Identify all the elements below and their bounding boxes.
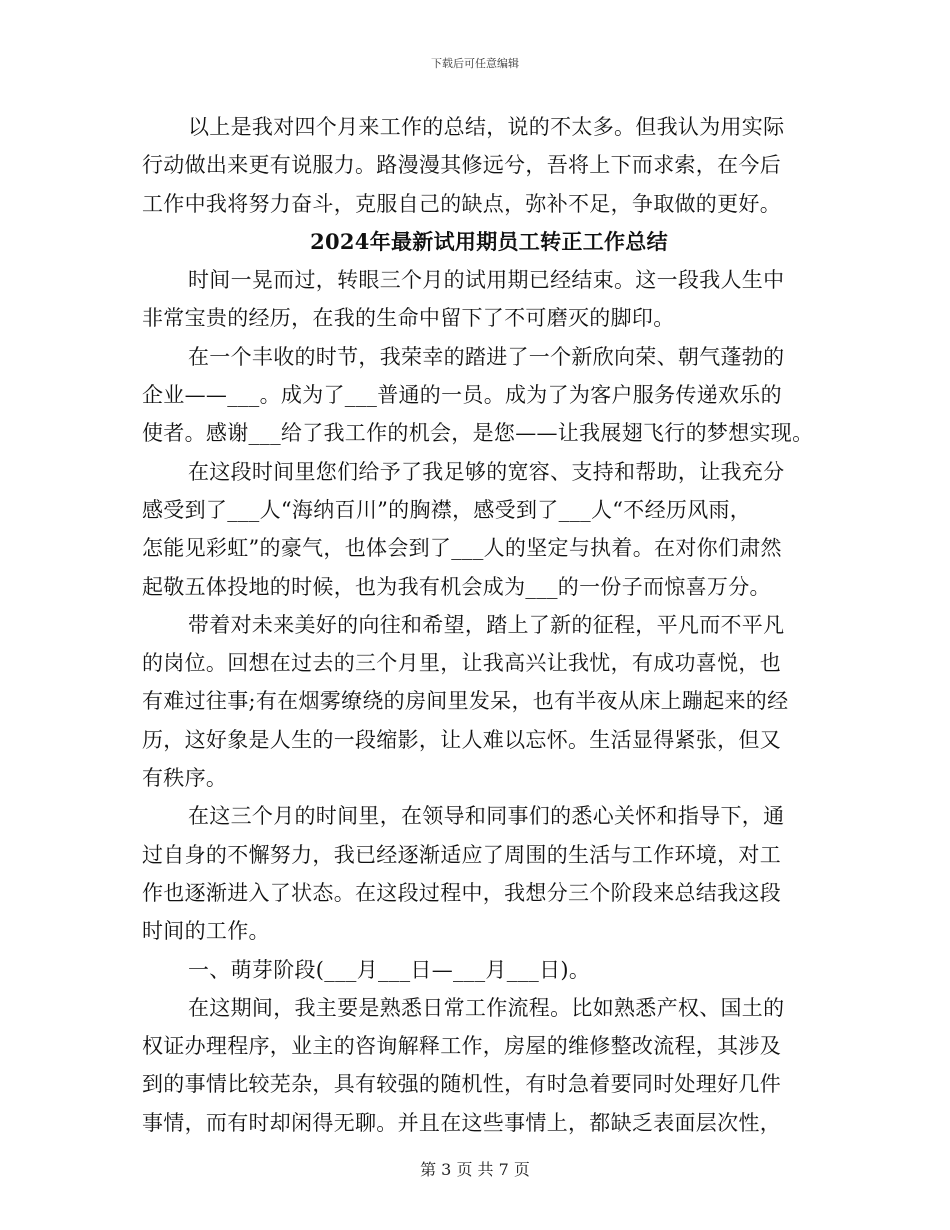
text-line: 时间的工作。 bbox=[142, 919, 270, 944]
text-line: 过自身的不懈努力，我已经逐渐适应了周围的生活与工作环境，对工 bbox=[142, 842, 781, 867]
text-line: 时间一晃而过，转眼三个月的试用期已经结束。这一段我人生中 bbox=[188, 268, 785, 293]
text-line: 行动做出来更有说服力。路漫漫其修远兮，吾将上下而求索，在今后 bbox=[142, 153, 781, 178]
text-line: 起敬五体投地的时候，也为我有机会成为___的一份子而惊喜万分。 bbox=[142, 574, 771, 599]
text-line: 企业——___。成为了___普通的一员。成为了为客户服务传递欢乐的 bbox=[142, 383, 782, 408]
page-footer: 第 3 页 共 7 页 bbox=[420, 1160, 530, 1179]
text-line: 带着对未来美好的向往和希望，踏上了新的征程，平凡而不平凡 bbox=[188, 612, 785, 637]
text-line: 非常宝贵的经历，在我的生命中留下了不可磨灭的脚印。 bbox=[142, 306, 675, 331]
text-line: 在这段时间里您们给予了我足够的宽容、支持和帮助，让我充分 bbox=[188, 459, 785, 484]
text-line: 权证办理程序，业主的咨询解释工作，房屋的维修整改流程，其涉及 bbox=[142, 1034, 781, 1059]
text-line: 以上是我对四个月来工作的总结，说的不太多。但我认为用实际 bbox=[188, 115, 785, 139]
text-line: 的岗位。回想在过去的三个月里，让我高兴让我忧，有成功喜悦，也 bbox=[142, 651, 781, 676]
text-line: 历，这好象是人生的一段缩影，让人难以忘怀。生活显得紧张，但又 bbox=[142, 727, 781, 752]
text-line: 有难过往事;有在烟雾缭绕的房间里发呆，也有半夜从床上蹦起来的经 bbox=[142, 689, 789, 714]
text-line: 在这期间，我主要是熟悉日常工作流程。比如熟悉产权、国土的 bbox=[188, 995, 785, 1020]
text-line: 感受到了___人“海纳百川”的胸襟，感受到了___人“不经历风雨， bbox=[142, 497, 752, 522]
text-line: 有秩序。 bbox=[142, 766, 228, 791]
document-title: 2024年最新试用期员工转正工作总结 bbox=[310, 228, 668, 254]
text-line: 在一个丰收的时节，我荣幸的踏进了一个新欣向荣、朝气蓬勃的 bbox=[188, 344, 785, 369]
page-header: 下载后可任意编辑 bbox=[431, 57, 519, 70]
text-line: 作也逐渐进入了状态。在这段过程中，我想分三个阶段来总结我这段 bbox=[142, 880, 781, 905]
text-line: 怎能见彩虹”的豪气，也体会到了___人的坚定与执着。在对你们肃然 bbox=[142, 536, 782, 561]
document-body bbox=[142, 108, 822, 1142]
section-heading: 一、萌芽阶段(___月___日—___月___日)。 bbox=[188, 957, 591, 982]
text-line: 在这三个月的时间里，在领导和同事们的悉心关怀和指导下，通 bbox=[188, 804, 785, 829]
text-line: 到的事情比较芜杂，具有较强的随机性，有时急着要同时处理好几件 bbox=[142, 1072, 781, 1097]
text-line: 事情，而有时却闲得无聊。并且在这些事情上，都缺乏表面层次性， bbox=[142, 1110, 781, 1135]
text-line: 使者。感谢___给了我工作的机会，是您——让我展翅飞行的梦想实现。 bbox=[142, 421, 814, 446]
text-line: 工作中我将努力奋斗，克服自己的缺点，弥补不足，争取做的更好。 bbox=[142, 191, 781, 216]
